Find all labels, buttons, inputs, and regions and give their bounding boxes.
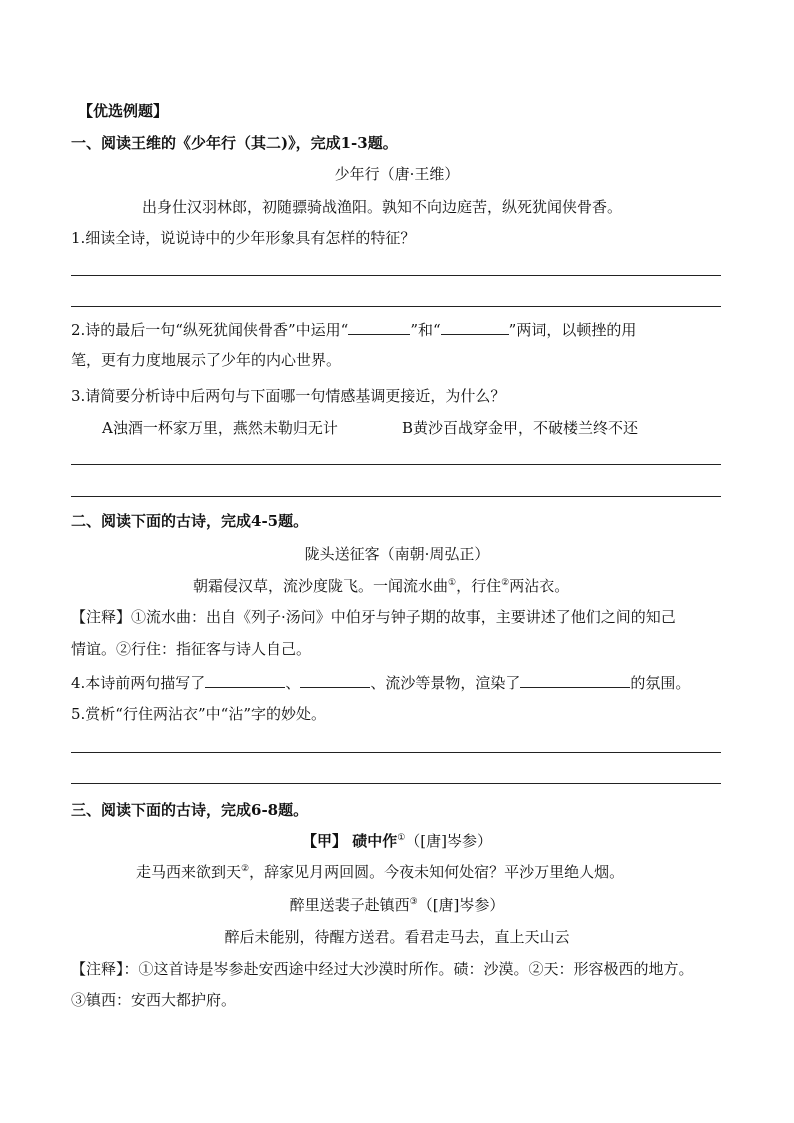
fill-blank[interactable] bbox=[205, 671, 285, 688]
poem-1-title: 少年行（唐·王维） bbox=[334, 165, 460, 183]
section-1-heading: 一、阅读王维的《少年行（其二)》，完成1-3题。 bbox=[71, 134, 398, 152]
poem-2-text bbox=[193, 576, 569, 596]
q2-text: ”两词，以顿挫的用 bbox=[508, 321, 637, 339]
note-marker: ② bbox=[241, 864, 250, 874]
annotation-3-cont: ③镇西：安西大都护府。 bbox=[71, 991, 237, 1009]
answer-line[interactable] bbox=[71, 496, 721, 497]
annotation-2-cont: 情谊。②行住：指征客与诗人自己。 bbox=[71, 640, 312, 658]
poem-title-text: 【甲】 碛中作 bbox=[301, 832, 398, 850]
annotation-3: 【注释】：①这首诗是岑参赴安西途中经过大沙漠时所作。碛：沙漠。②天：形容极西的地方。 bbox=[71, 960, 694, 978]
poem-line: ，辞家见月两回圆。今夜未知何处宿？平沙万里绝人烟。 bbox=[249, 863, 625, 881]
poem-title-text: 醉里送裴子赴镇西 bbox=[289, 896, 410, 914]
q4-text: 、流沙等景物，渲染了 bbox=[370, 674, 521, 692]
poem-2-title: 陇头送征客（南朝·周弘正） bbox=[304, 545, 490, 563]
note-marker: ② bbox=[501, 578, 510, 588]
poem-title-author: （[唐]岑参） bbox=[405, 832, 493, 850]
section-header: 【优选例题】 bbox=[78, 102, 169, 120]
poem-3a-title bbox=[0, 831, 794, 851]
question-2 bbox=[71, 318, 636, 340]
q4-text: 、 bbox=[285, 674, 301, 692]
question-4 bbox=[71, 671, 690, 693]
question-3: 3.请简要分析诗中后两句与下面哪一句情感基调更接近，为什么？ bbox=[71, 387, 506, 405]
answer-line[interactable] bbox=[71, 783, 721, 784]
question-5: 5.赏析“行住两沾衣”中“沾”字的妙处。 bbox=[71, 705, 326, 723]
q2-text: 2.诗的最后一句“纵死犹闻侠骨香”中运用“ bbox=[71, 321, 349, 339]
answer-line[interactable] bbox=[71, 306, 721, 307]
answer-line[interactable] bbox=[71, 275, 721, 276]
annotation-2: 【注释】①流水曲：出自《列子·汤问》中伯牙与钟子期的故事，主要讲述了他们之间的知己 bbox=[71, 608, 676, 626]
poem-2-line: ，行住 bbox=[456, 577, 502, 595]
question-2-cont: 笔，更有力度地展示了少年的内心世界。 bbox=[71, 351, 342, 369]
poem-line: 走马西来欲到天 bbox=[136, 863, 242, 881]
note-marker: ① bbox=[397, 833, 406, 843]
fill-blank[interactable] bbox=[441, 318, 509, 335]
section-3-heading: 三、阅读下面的古诗，完成6-8题。 bbox=[71, 801, 309, 819]
poem-title-author: （[唐]岑参） bbox=[417, 896, 505, 914]
note-marker: ③ bbox=[409, 897, 418, 907]
question-1: 1.细读全诗，说说诗中的少年形象具有怎样的特征？ bbox=[71, 229, 416, 247]
fill-blank[interactable] bbox=[520, 671, 630, 688]
fill-blank[interactable] bbox=[300, 671, 370, 688]
poem-3a-text bbox=[136, 862, 624, 882]
poem-2-line: 朝霜侵汉草，流沙度陇飞。一闻流水曲 bbox=[193, 577, 449, 595]
section-2-heading: 二、阅读下面的古诗，完成4-5题。 bbox=[71, 512, 309, 530]
fill-blank[interactable] bbox=[348, 318, 410, 335]
option-a: A浊酒一杯家万里，燕然未勒归无计 bbox=[102, 419, 338, 437]
q4-text: 4.本诗前两句描写了 bbox=[71, 674, 206, 692]
answer-line[interactable] bbox=[71, 752, 721, 753]
option-b: B黄沙百战穿金甲，不破楼兰终不还 bbox=[402, 419, 639, 437]
q4-text: 的氛围。 bbox=[630, 674, 691, 692]
answer-line[interactable] bbox=[71, 464, 721, 465]
q2-text: ”和“ bbox=[410, 321, 441, 339]
poem-3b-title bbox=[0, 895, 794, 915]
poem-1-text: 出身仕汉羽林郎，初随骠骑战渔阳。孰知不向边庭苦，纵死犹闻侠骨香。 bbox=[142, 198, 623, 216]
poem-2-line: 两沾衣。 bbox=[509, 577, 570, 595]
note-marker: ① bbox=[448, 578, 457, 588]
poem-3b-text: 醉后未能别，待醒方送君。看君走马去，直上天山云 bbox=[224, 928, 570, 946]
